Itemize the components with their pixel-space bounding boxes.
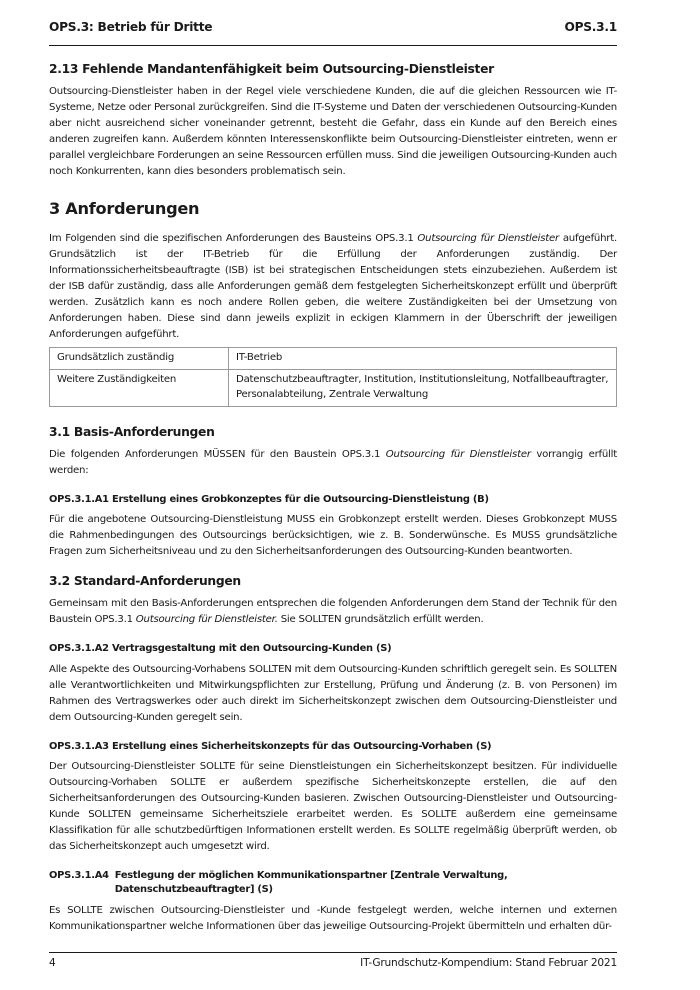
heading-3-1: 3.1 Basis-Anforderungen: [49, 424, 215, 439]
header-divider: [49, 45, 617, 46]
page-header: [49, 20, 617, 34]
footer-divider: [49, 952, 617, 953]
paragraph-a1: Für die angebotene Outsourcing-Dienstleistung MUSS ein Grobkonzept erstellt werden. Dieses Grobkonzept MUSS die Rahmenbedingungen des Outsourcings berücksichtigen, wie z. B. Sonderwünsche. Es MUSS grundsätzliche Fragen zum Sicherheitsniveau und zu den Sicherheitsanforderungen des Outsourcing-Kunden beantworten.: [49, 514, 617, 558]
heading-2-13: 2.13 Fehlende Mandantenfähigkeit beim Outsourcing-Dienstleister: [49, 62, 494, 76]
table-cell-value: IT-Betrieb: [229, 348, 617, 370]
responsibilities-table: [49, 347, 617, 407]
heading-3-2: 3.2 Standard-Anforderungen: [49, 574, 241, 589]
paragraph-a2: Alle Aspekte des Outsourcing-Vorhabens SOLLTEN mit dem Outsourcing-Kunden schriftlich geregelt sein. Es SOLLTEN alle Verantwortlichkeiten und Mitwirkungspflichten zur Erstellung, Prüfung und Änderung (z. B. von Personen) im Rahmen des Vertragswerkes oder auch direkt im Sicherheitskonzept zwischen dem Outsourcing-Dienstleister und dem Outsourcing-Kunden geregelt sein.: [49, 663, 617, 723]
paragraph-a4: Es SOLLTE zwischen Outsourcing-Dienstleister und -Kunde festgelegt werden, welche internen und externen Kommunikationspartner welche Informationen über das jeweilige Outsourcing-Projekt übermitteln und erhalten dür-: [49, 904, 617, 932]
heading-a3: OPS.3.1.A3 Erstellung eines Sicherheitskonzepts für das Outsourcing-Vorhaben (S): [49, 740, 492, 752]
paragraph-3-2-intro: Gemeinsam mit den Basis-Anforderungen entsprechen die folgenden Anforderungen dem Stand der Technik für den Baustein OPS.3.1 Outsourcing für Dienstleister. Sie SOLLTEN grundsätzlich erfüllt werden.: [49, 598, 617, 626]
heading-a4-number: OPS.3.1.A4: [49, 869, 109, 881]
footer-edition: IT-Grundschutz-Kompendium: Stand Februar 2021: [360, 957, 617, 969]
page-content: [49, 62, 617, 935]
table-cell-value: Datenschutzbeauftragter, Institution, Institutionsleitung, Notfallbeauftragter, Personalabteilung, Zentrale Verwaltung: [229, 369, 617, 406]
heading-a1: OPS.3.1.A1 Erstellung eines Grobkonzeptes für die Outsourcing-Dienstleistung (B): [49, 493, 489, 505]
header-module-title: OPS.3: Betrieb für Dritte: [49, 20, 213, 34]
page-number: 4: [49, 957, 56, 969]
heading-chapter-3: 3 Anforderungen: [49, 198, 200, 218]
heading-a4: [49, 869, 617, 898]
table-row: [50, 369, 617, 406]
heading-a2: OPS.3.1.A2 Vertragsgestaltung mit den Outsourcing-Kunden (S): [49, 643, 392, 655]
table-cell-key: Weitere Zuständigkeiten: [50, 369, 229, 406]
table-cell-key: Grundsätzlich zuständig: [50, 348, 229, 370]
heading-a4-title: Festlegung der möglichen Kommunikationspartner [Zentrale Verwaltung, Datenschutzbeauftragter] (S): [114, 869, 508, 896]
header-module-id: OPS.3.1: [564, 20, 617, 34]
page-footer: [49, 957, 617, 969]
paragraph-3-1-intro: Die folgenden Anforderungen MÜSSEN für den Baustein OPS.3.1 Outsourcing für Dienstleister vorrangig erfüllt werden:: [49, 448, 617, 476]
paragraph-2-13: Outsourcing-Dienstleister haben in der Regel viele verschiedene Kunden, die auf die gleichen Ressourcen wie IT-Systeme, Netze oder Personal zurückgreifen. Sind die IT-Systeme und Daten der verschiedenen Outsourcing-Kunden aber nicht ausreichend sicher voneinander getrennt, besteht die Gefahr, dass ein Kunde auf den Bereich eines anderen zugreifen kann. Außerdem könnten Interessenskonflikte beim Outsourcing-Dienstleister eintreten, wenn er parallel vergleichbare Forderungen an seine Ressourcen erfüllen muss. Sind die jeweiligen Outsourcing-Kunden auch noch Konkurrenten, kann dies besonders problematisch sein.: [49, 85, 617, 177]
paragraph-a3: Der Outsourcing-Dienstleister SOLLTE für seine Dienstleistungen ein Sicherheitskonzept besitzen. Für individuelle Outsourcing-Vorhaben SOLLTE er außerdem spezifische Sicherheitskonzepte erstellen, die auf den Sicherheitsanforderungen des Outsourcing-Kunden basieren. Zwischen Outsourcing-Dienstleister und Outsourcing-Kunde SOLLTEN gemeinsame Sicherheitsziele erarbeitet werden. Es SOLLTE außerdem eine gemeinsame Klassifikation für alle schutzbedürftigen Informationen erstellt werden. Es SOLLTE regelmäßig überprüft werden, ob das Sicherheitskonzept auch umgesetzt wird.: [49, 760, 617, 852]
paragraph-chapter-3-intro: Im Folgenden sind die spezifischen Anforderungen des Bausteins OPS.3.1 Outsourcing für Dienstleister aufgeführt. Grundsätzlich ist der IT-Betrieb für die Erfüllung der Anforderungen zuständig. Der Informationssicherheitsbeauftragte (ISB) ist bei strategischen Entscheidungen stets einzubeziehen. Außerdem ist der ISB dafür zuständig, dass alle Anforderungen gemäß dem festgelegten Sicherheitskonzept erfüllt und überprüft werden. Zusätzlich kann es noch andere Rollen geben, die weitere Zuständigkeiten bei der Umsetzung von Anforderungen haben. Diese sind dann jeweils explizit in eckigen Klammern in der Überschrift der jeweiligen Anforderungen aufgeführt.: [49, 233, 618, 341]
table-row: [50, 348, 617, 370]
